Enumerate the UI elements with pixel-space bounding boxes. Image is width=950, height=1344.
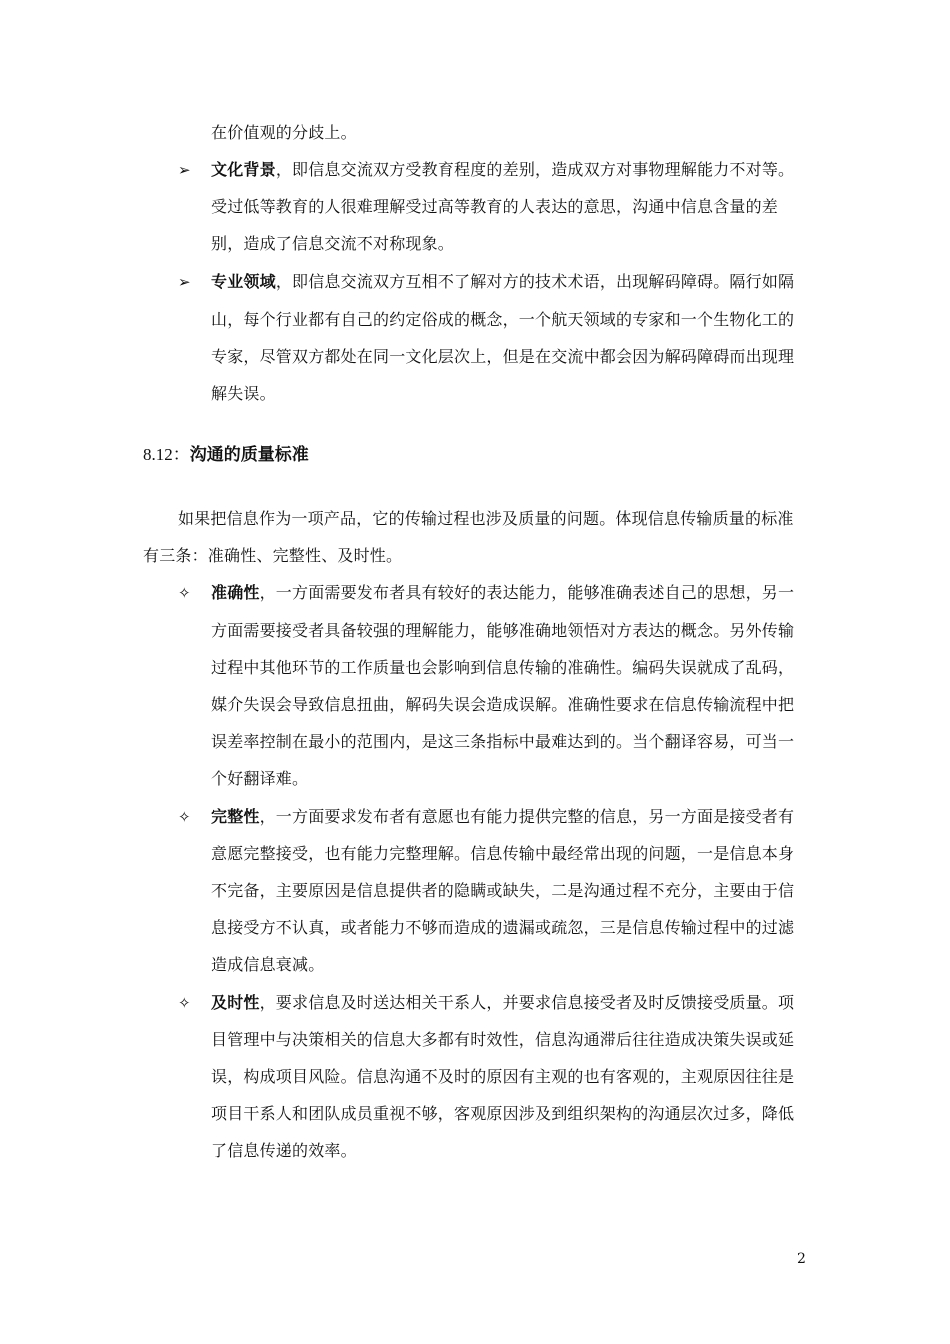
bullet-term: 完整性 [211,807,260,826]
bullet-line: 项目干系人和团队成员重视不够，客观原因涉及到组织架构的沟通层次过多，降低 [211,1104,795,1123]
arrow-bullet-icon: ➢ [178,273,191,291]
bullet-first-line [211,992,794,1014]
bullet-text: ，要求信息及时送达相关干系人，并要求信息接受者及时反馈接受质量。项 [259,993,795,1012]
arrow-bullet-icon: ➢ [178,161,191,179]
bullet-line: 山，每个行业都有自己的约定俗成的概念，一个航天领域的专家和一个生物化工的 [211,310,795,329]
bullet-line: 误，构成项目风险。信息沟通不及时的原因有主观的也有客观的，主观原因往往是 [211,1067,795,1086]
bullet-line: 方面需要接受者具备较强的理解能力，能够准确地领悟对方表达的概念。另外传输 [211,621,795,640]
bullet-line: 了信息传递的效率。 [211,1141,357,1160]
bullet-line: 别，造成了信息交流不对称现象。 [211,234,455,253]
bullet-text: ，一方面要求发布者有意愿也有能力提供完整的信息，另一方面是接受者有 [259,807,795,826]
bullet-first-line [211,159,794,181]
bullet-line: 过程中其他环节的工作质量也会影响到信息传输的准确性。编码失误就成了乱码， [211,658,795,677]
bullet-line: 误差率控制在最小的范围内，是这三条指标中最难达到的。当个翻译容易，可当一 [211,732,795,751]
diamond-bullet-icon: ✧ [178,584,191,602]
bullet-line: 不完备，主要原因是信息提供者的隐瞒或缺失，二是沟通过程不充分，主要由于信 [211,881,795,900]
page-number: 2 [797,1251,806,1267]
bullet-line: 专家，尽管双方都处在同一文化层次上，但是在交流中都会因为解码障碍而出现理 [211,347,795,366]
section-title: 沟通的质量标准 [189,445,309,465]
bullet-line: 息接受方不认真，或者能力不够而造成的遗漏或疏忽，三是信息传输过程中的过滤 [211,918,795,937]
bullet-text: ，即信息交流双方受教育程度的差别，造成双方对事物理解能力不对等。 [275,160,795,179]
bullet-first-line [211,582,794,604]
bullet-line: 解失误。 [211,384,276,403]
bullet-term: 及时性 [211,993,260,1012]
bullet-text: ，即信息交流双方互相不了解对方的技术术语，出现解码障碍。隔行如隔 [275,272,795,291]
bullet-term: 准确性 [211,583,260,602]
diamond-bullet-icon: ✧ [178,994,191,1012]
bullet-line: 造成信息衰减。 [211,955,325,974]
bullet-text: ，一方面需要发布者具有较好的表达能力，能够准确表述自己的思想，另一 [259,583,795,602]
bullet-term: 文化背景 [211,160,276,179]
bullet-line: 目管理中与决策相关的信息大多都有时效性，信息沟通滞后往往造成决策失误或延 [211,1030,795,1049]
bullet-first-line [211,271,794,293]
bullet-line: 意愿完整接受，也有能力完整理解。信息传输中最经常出现的问题，一是信息本身 [211,844,795,863]
diamond-bullet-icon: ✧ [178,808,191,826]
intro-line: 如果把信息作为一项产品，它的传输过程也涉及质量的问题。体现信息传输质量的标准 [178,509,794,528]
bullet-line: 个好翻译难。 [211,769,309,788]
bullet-term: 专业领域 [211,272,276,291]
intro-line: 有三条：准确性、完整性、及时性。 [143,546,403,565]
bullet-first-line [211,806,794,828]
section-number: 8.12： [143,445,190,464]
bullet-line: 媒介失误会导致信息扭曲，解码失误会造成误解。准确性要求在信息传输流程中把 [211,695,795,714]
bullet-line: 受过低等教育的人很难理解受过高等教育的人表达的意思，沟通中信息含量的差 [211,197,779,216]
continuation-line: 在价值观的分歧上。 [211,123,357,142]
section-heading [143,443,309,467]
